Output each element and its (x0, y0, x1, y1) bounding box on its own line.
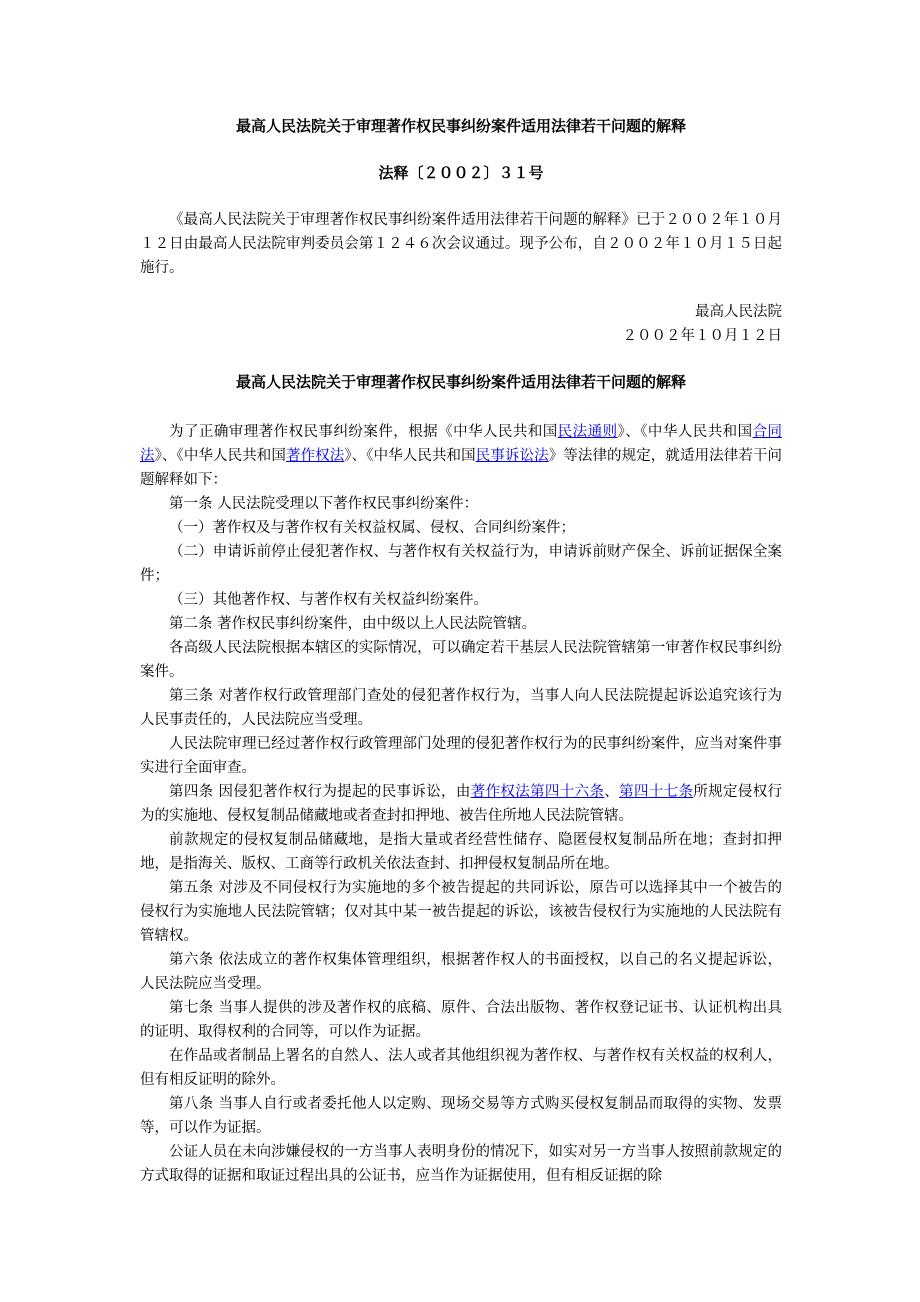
document-title: 最高人民法院关于审理著作权民事纠纷案件适用法律若干问题的解释 (235, 117, 686, 135)
article-8: 第八条 当事人自行或者委托他人以定购、现场交易等方式购买侵权复制品而取得的实物、发票等，可以作为证据。 (140, 1096, 782, 1136)
article-7-paragraph-2: 在作品或者制品上署名的自然人、法人或者其他组织视为著作权、与著作权有关权益的权利人，但有相反证明的除外。 (140, 1048, 782, 1088)
link-civil-procedure-law[interactable]: 民事诉讼法 (475, 448, 549, 464)
article-1-item-2: （二）申请诉前停止侵犯著作权、与著作权有关权益行为，申请诉前财产保全、诉前证据保全案件； (140, 544, 782, 584)
issuer: 最高人民法院 (695, 304, 782, 320)
article-6: 第六条 依法成立的著作权集体管理组织，根据著作权人的书面授权，以自己的名义提起诉讼，人民法院应当受理。 (140, 952, 782, 992)
article-1: 第一条 人民法院受理以下著作权民事纠纷案件： (169, 496, 479, 512)
link-copyright-law[interactable]: 著作权法 (285, 448, 345, 464)
link-civil-law-general-principles[interactable]: 民法通则 (557, 424, 618, 440)
link-article-47[interactable]: 第四十七条 (619, 784, 694, 800)
article-4-paragraph-2: 前款规定的侵权复制品储藏地，是指大量或者经营性储存、隐匿侵权复制品所在地；查封扣押地，是指海关、版权、工商等行政机关依法查封、扣押侵权复制品所在地。 (140, 832, 782, 872)
intro-paragraph: 为了正确审理著作权民事纠纷案件，根据《中华人民共和国民法通则》、《中华人民共和国合同法》、《中华人民共和国著作权法》、《中华人民共和国民事诉讼法》等法律的规定，就适用法律若干问题解释如下： (140, 424, 783, 488)
preamble (140, 208, 782, 280)
link-contract-law[interactable]: 合同法 (140, 424, 783, 464)
article-1-item-1: （一）著作权及与著作权有关权益权属、侵权、合同纠纷案件； (169, 520, 575, 536)
document-body (140, 420, 782, 1188)
signature-block (140, 300, 782, 348)
article-3: 第三条 对著作权行政管理部门查处的侵犯著作权行为，当事人向人民法院提起诉讼追究该行为人民事责任的，人民法院应当受理。 (140, 688, 782, 728)
article-2: 第二条 著作权民事纠纷案件，由中级以上人民法院管辖。 (169, 616, 537, 632)
article-8-paragraph-2: 公证人员在未向涉嫌侵权的一方当事人表明身份的情况下，如实对另一方当事人按照前款规定的方式取得的证据和取证过程出具的公证书，应当作为证据使用，但有相反证据的除 (140, 1144, 782, 1184)
article-1-item-3: （三）其他著作权、与著作权有关权益纠纷案件。 (169, 592, 488, 608)
article-3-paragraph-2: 人民法院审理已经过著作权行政管理部门处理的侵犯著作权行为的民事纠纷案件，应当对案件事实进行全面审查。 (140, 736, 782, 776)
article-4: 第四条 因侵犯著作权行为提起的民事诉讼，由著作权法第四十六条、第四十七条所规定侵权行为的实施地、侵权复制品储藏地或者查封扣押地、被告住所地人民法院管辖。 (140, 784, 783, 824)
body-title: 最高人民法院关于审理著作权民事纠纷案件适用法律若干问题的解释 (235, 373, 686, 391)
article-2-paragraph-2: 各高级人民法院根据本辖区的实际情况，可以确定若干基层人民法院管辖第一审著作权民事纠纷案件。 (140, 640, 782, 680)
issue-date: ２００２年１０月１２日 (622, 328, 782, 344)
preamble-paragraph: 《最高人民法院关于审理著作权民事纠纷案件适用法律若干问题的解释》已于２００２年１０月１２日由最高人民法院审判委员会第１２４６次会议通过。现予公布，自２００２年１０月１５日起施行。 (140, 212, 782, 276)
article-5: 第五条 对涉及不同侵权行为实施地的多个被告提起的共同诉讼，原告可以选择其中一个被告的侵权行为实施地人民法院管辖；仅对其中某一被告提起的诉讼，该被告侵权行为实施地的人民法院有管辖权。 (140, 880, 782, 944)
link-copyright-law-article-46[interactable]: 著作权法第四十六条 (470, 784, 605, 800)
document-number: 法释〔２００２〕３１号 (378, 164, 544, 182)
article-7: 第七条 当事人提供的涉及著作权的底稿、原件、合法出版物、著作权登记证书、认证机构出具的证明、取得权利的合同等，可以作为证据。 (140, 1000, 782, 1040)
